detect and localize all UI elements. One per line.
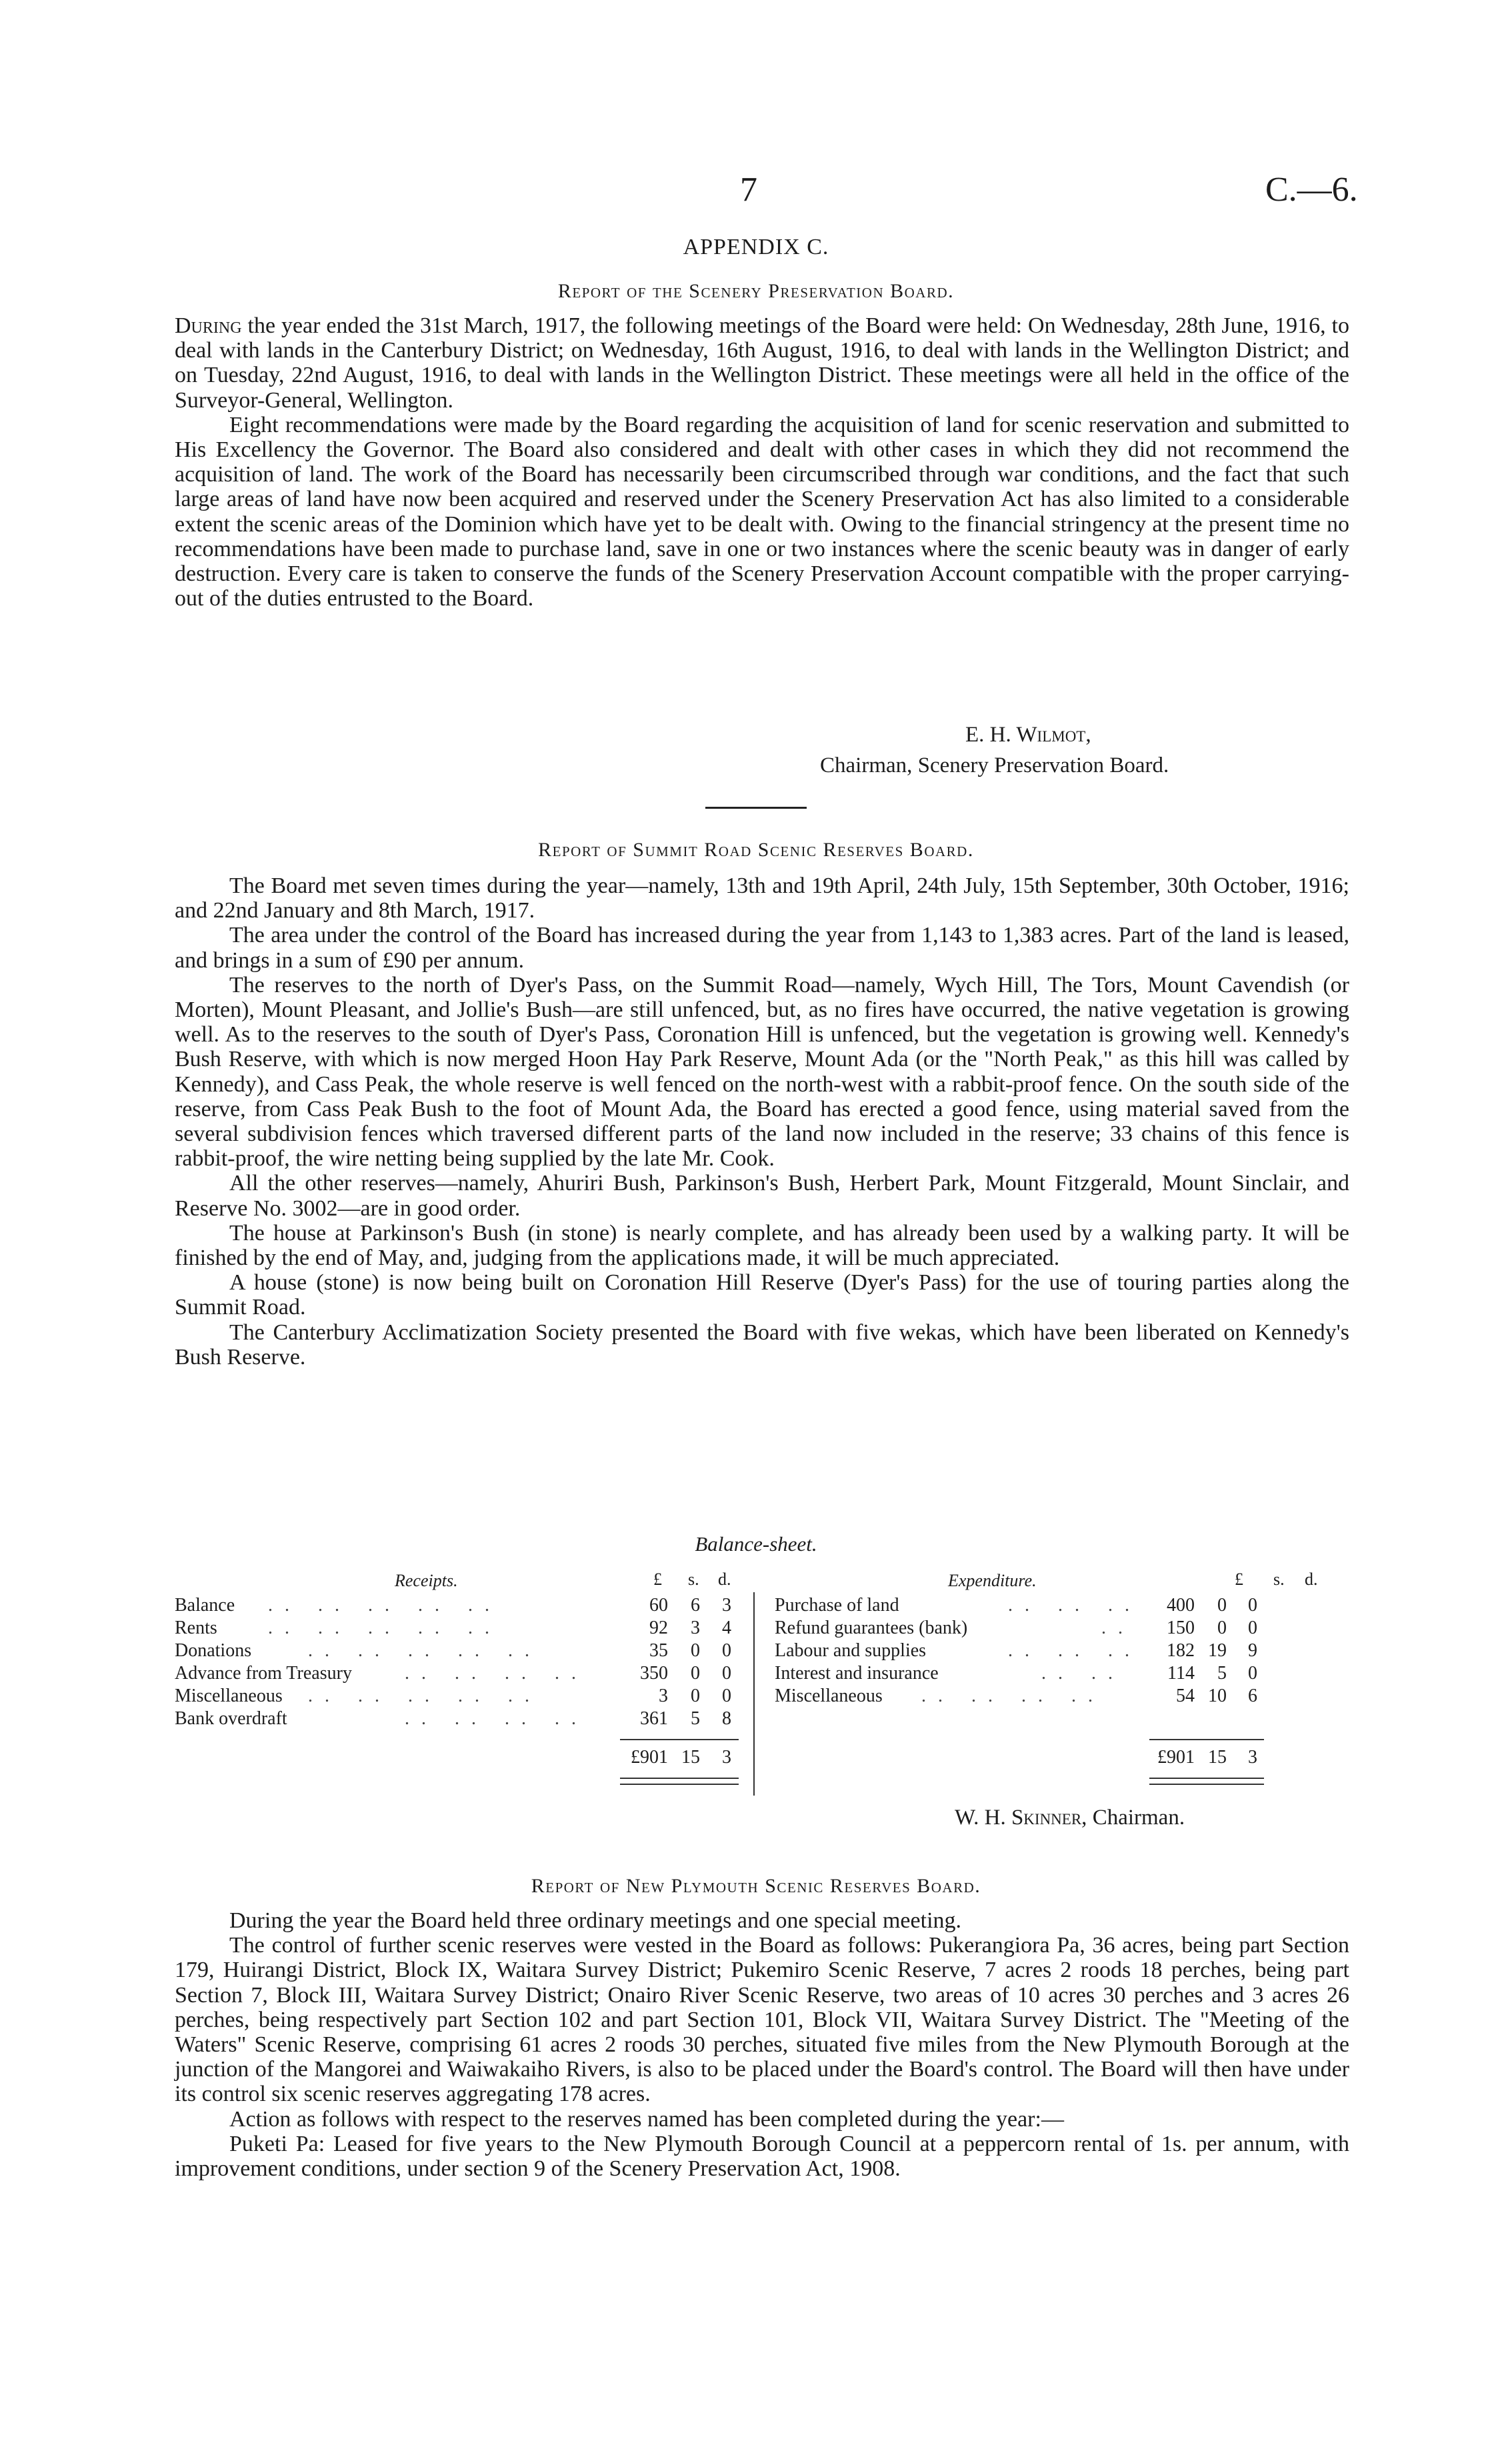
receipts-total-pounds: £901 xyxy=(631,1747,668,1768)
receipts-col-pence: d. xyxy=(718,1570,731,1589)
paragraph: The Board met seven times during the year—namely, 13th and 19th April, 24th July, 15th September, 30th October, 1916; and 22nd January and 8th March, 1917. xyxy=(175,873,1349,923)
expenditure-total-shillings: 15 xyxy=(1208,1747,1227,1768)
receipt-label: Bank overdraft xyxy=(175,1708,287,1729)
receipt-shillings: 6 xyxy=(691,1595,700,1616)
receipt-label: Balance xyxy=(175,1595,235,1616)
expenditure-label: Miscellaneous xyxy=(775,1686,883,1706)
expenditure-total-pence: 3 xyxy=(1248,1747,1257,1768)
leader-dots: .. .. .. .. .. xyxy=(268,1618,501,1638)
signatory-name xyxy=(965,723,1091,747)
receipts-total-row xyxy=(175,1747,748,1770)
expenditure-total-row xyxy=(775,1747,1348,1770)
receipt-shillings: 3 xyxy=(691,1618,700,1638)
expenditure-col-pence: d. xyxy=(1305,1570,1318,1589)
expenditure-shillings: 0 xyxy=(1217,1595,1227,1616)
expenditure-total-pounds: £901 xyxy=(1157,1747,1195,1768)
paragraph: Eight recommendations were made by the Board regarding the acquisition of land for scenic reservation and submitted to His Excellency the Governor. The Board also considered and dealt with other cases in which they did not recommend the acquisition of land. The work of the Board has necessarily been circumscribed through war conditions, and the fact that such large areas of land have now been acquired and reserved under the Scenery Preservation Act has also limited to a considerable extent the scenic areas of the Dominion which have yet to be dealt with. Owing to the financial stringency at the present time no recommendations have been made to purchase land, save in one or two instances where the scenic beauty was in danger of early destruction. Every care is taken to conserve the funds of the Scenery Preservation Account compatible with the proper carrying-out of the duties entrusted to the Board. xyxy=(175,412,1349,611)
section-heading-summit-road: Report of Summit Road Scenic Reserves Board. xyxy=(538,839,974,861)
receipt-pounds: 92 xyxy=(649,1618,668,1638)
leader-dots: .. .. .. .. .. xyxy=(308,1640,541,1661)
expenditure-pounds: 54 xyxy=(1176,1686,1195,1706)
expenditure-header: Expenditure. xyxy=(948,1571,1037,1590)
receipt-row xyxy=(175,1663,748,1686)
paragraph: The area under the control of the Board has increased during the year from 1,143 to 1,383 acres. Part of the land is leased, and brings in a sum of £90 per annum. xyxy=(175,923,1349,973)
paragraph: All the other reserves—namely, Ahuriri Bush, Parkinson's Bush, Herbert Park, Mount Fitzgerald, Mount Sinclair, and Reserve No. 3002—are in good order. xyxy=(175,1171,1349,1221)
leader-dots: .. .. .. .. xyxy=(921,1686,1105,1706)
signatory-name: W. H. Skinner, xyxy=(955,1806,1087,1830)
receipts-col-pounds: £ xyxy=(653,1570,662,1589)
expenditure-shillings: 0 xyxy=(1217,1618,1227,1638)
receipt-pence: 0 xyxy=(722,1640,731,1661)
receipt-row xyxy=(175,1640,748,1663)
section-heading-scenery-board: Report of the Scenery Preservation Board. xyxy=(557,280,955,302)
receipts-col-shillings: s. xyxy=(688,1570,699,1589)
leader-dots: .. .. .. xyxy=(1008,1640,1141,1661)
receipt-shillings: 0 xyxy=(691,1686,700,1706)
signatory-title: Chairman, Scenery Preservation Board. xyxy=(820,753,1169,777)
leader-dots: .. .. .. .. .. xyxy=(308,1686,541,1706)
column-separator xyxy=(753,1592,755,1796)
receipts-header: Receipts. xyxy=(395,1571,458,1590)
signatory-text: E. H. Wilmot, xyxy=(965,723,1091,747)
receipt-pounds: 35 xyxy=(649,1640,668,1661)
expenditure-pence: 0 xyxy=(1248,1663,1257,1684)
section-body-summit-road xyxy=(175,873,1349,1370)
paragraph xyxy=(175,313,1349,413)
receipt-row xyxy=(175,1618,748,1640)
receipt-row xyxy=(175,1595,748,1618)
paragraph: The control of further scenic reserves were vested in the Board as follows: Pukerangiora Pa, 36 acres, being part Section 179, Huirangi District, Block IX, Waitara Survey District; Pukemiro Scenic Reserve, 7 acres 2 roods 18 perches, being part Section 7, Block III, Waitara Survey District; Onairo River Scenic Reserve, two areas of 10 acres 30 perches and 3 acres 26 perches, being respectively part Section 102 and part Section 101, Block VII, Waitara Survey District. The "Meeting of the Waters" Scenic Reserve, comprising 61 acres 2 roods 30 perches, situated five miles from the New Plymouth Borough at the junction of the Mangorei and Waiwakaiho Rivers, is also to be placed under the Board's control. The Board will then have under its control six scenic reserves aggregating 178 acres. xyxy=(175,1933,1349,2107)
receipt-pounds: 60 xyxy=(649,1595,668,1616)
receipt-shillings: 5 xyxy=(691,1708,700,1729)
signatory-title: Chairman. xyxy=(1092,1806,1185,1830)
receipt-label: Rents xyxy=(175,1618,217,1638)
receipt-pounds: 361 xyxy=(640,1708,668,1729)
appendix-title: APPENDIX C. xyxy=(683,235,829,259)
receipt-label: Advance from Treasury xyxy=(175,1663,352,1684)
expenditure-shillings: 19 xyxy=(1208,1640,1227,1661)
expenditure-col-shillings: s. xyxy=(1273,1570,1285,1589)
receipt-label: Donations xyxy=(175,1640,252,1661)
expenditure-shillings: 10 xyxy=(1208,1686,1227,1706)
paragraph: During the year the Board held three ordinary meetings and one special meeting. xyxy=(229,1908,962,1933)
paragraph: The Canterbury Acclimatization Society presented the Board with five wekas, which have been liberated on Kennedy's Bush Reserve. xyxy=(175,1320,1349,1370)
receipts-total-double-rule xyxy=(620,1778,739,1785)
receipt-pence: 0 xyxy=(722,1663,731,1684)
receipt-pounds: 3 xyxy=(659,1686,668,1706)
receipt-pence: 4 xyxy=(722,1618,731,1638)
expenditure-row xyxy=(775,1640,1348,1663)
paragraph: A house (stone) is now being built on Coronation Hill Reserve (Dyer's Pass) for the use of touring parties along the Summit Road. xyxy=(175,1270,1349,1320)
expenditure-pence: 0 xyxy=(1248,1595,1257,1616)
balance-sheet xyxy=(175,1566,1348,1819)
expenditure-shillings: 5 xyxy=(1217,1663,1227,1684)
leader-dots: .. .. .. .. xyxy=(405,1663,588,1684)
receipt-row xyxy=(175,1708,748,1731)
leader-dots: .. xyxy=(1101,1618,1135,1638)
expenditure-col-pounds: £ xyxy=(1235,1570,1243,1589)
expenditure-pounds: 114 xyxy=(1167,1663,1195,1684)
expenditure-row xyxy=(775,1618,1348,1640)
expenditure-row xyxy=(775,1686,1348,1708)
expenditure-label: Purchase of land xyxy=(775,1595,899,1616)
receipt-shillings: 0 xyxy=(691,1663,700,1684)
expenditure-pounds: 150 xyxy=(1167,1618,1195,1638)
balance-sheet-title: Balance-sheet. xyxy=(695,1532,817,1556)
expenditure-pounds: 400 xyxy=(1167,1595,1195,1616)
paragraph: The reserves to the north of Dyer's Pass, on the Summit Road—namely, Wych Hill, The Tors, Mount Cavendish (or Morten), Mount Pleasant, and Jollie's Bush—are still unfenced, but, as no fires have occurred, the native vegetation is growing well. As to the reserves to the south of Dyer's Pass, Coronation Hill is unfenced, but the vegetation is growing well. Kennedy's Bush Reserve, with which is now merged Hoon Hay Park Reserve, Mount Ada (or the "North Peak," as this hill was called by Kennedy), and Cass Peak, the whole reserve is well fenced on the north-west with a rabbit-proof fence. On the south side of the reserve, from Cass Peak Bush to the foot of Mount Ada, the Board has erected a good fence, using material saved from the several subdivision fences which traversed different parts of the land now included in the reserve; 33 chains of this fence is rabbit-proof, the wire netting being supplied by the late Mr. Cook. xyxy=(175,972,1349,1171)
section-heading-new-plymouth: Report of New Plymouth Scenic Reserves Board. xyxy=(531,1875,981,1897)
expenditure-row xyxy=(775,1595,1348,1618)
expenditure-total-double-rule xyxy=(1149,1778,1264,1785)
signatory-block-summit xyxy=(955,1806,1185,1830)
receipts-total-pence: 3 xyxy=(722,1747,731,1768)
expenditure-label: Interest and insurance xyxy=(775,1663,939,1684)
section-body-new-plymouth xyxy=(175,1908,1349,2181)
receipts-total-shillings: 15 xyxy=(681,1747,700,1768)
leader-dots: .. .. .. .. .. xyxy=(268,1595,501,1616)
expenditure-label: Labour and supplies xyxy=(775,1640,927,1661)
paragraph: Action as follows with respect to the reserves named has been completed during the year:— xyxy=(229,2106,1064,2132)
page-number: 7 xyxy=(740,171,757,209)
expenditure-pounds: 182 xyxy=(1167,1640,1195,1661)
expenditure-pence: 9 xyxy=(1248,1640,1257,1661)
leader-dots: .. .. .. .. xyxy=(405,1708,588,1729)
receipt-row xyxy=(175,1686,748,1708)
receipt-shillings: 0 xyxy=(691,1640,700,1661)
leader-dots: .. .. xyxy=(1041,1663,1125,1684)
receipt-pence: 0 xyxy=(722,1686,731,1706)
section-divider xyxy=(705,807,807,809)
expenditure-row xyxy=(775,1663,1348,1686)
section-body-scenery-board xyxy=(175,313,1349,611)
receipt-pence: 3 xyxy=(722,1595,731,1616)
expenditure-pence: 0 xyxy=(1248,1618,1257,1638)
lead-word: During xyxy=(175,313,242,338)
expenditure-subtotal-rule xyxy=(1149,1739,1264,1740)
paragraph-text: the year ended the 31st March, 1917, the following meetings of the Board were held: On Wednesday, 28th June, 1916, to deal with lands in the Canterbury District; on Wednesday, 16th August, 1916, to deal with lands in the Wellington District; and on Tuesday, 22nd August, 1916, to deal with lands in the Wellington District. These meetings were all held in the office of the Surveyor-General, Wellington. xyxy=(175,313,1349,413)
receipts-subtotal-rule xyxy=(620,1739,739,1740)
expenditure-label: Refund guarantees (bank) xyxy=(775,1618,968,1638)
paragraph: Puketi Pa: Leased for five years to the New Plymouth Borough Council at a peppercorn rental of 1s. per annum, with improvement conditions, under section 9 of the Scenery Preservation Act, 1908. xyxy=(175,2131,1349,2182)
series-number: C.—6. xyxy=(1265,171,1358,209)
leader-dots: .. .. .. xyxy=(1008,1595,1141,1616)
expenditure-pence: 6 xyxy=(1248,1686,1257,1706)
receipt-pounds: 350 xyxy=(640,1663,668,1684)
paragraph: The house at Parkinson's Bush (in stone) is nearly complete, and has already been used by a walking party. It will be finished by the end of May, and, judging from the applications made, it will be much appreciated. xyxy=(175,1220,1349,1271)
receipt-label: Miscellaneous xyxy=(175,1686,283,1706)
receipt-pence: 8 xyxy=(722,1708,731,1729)
